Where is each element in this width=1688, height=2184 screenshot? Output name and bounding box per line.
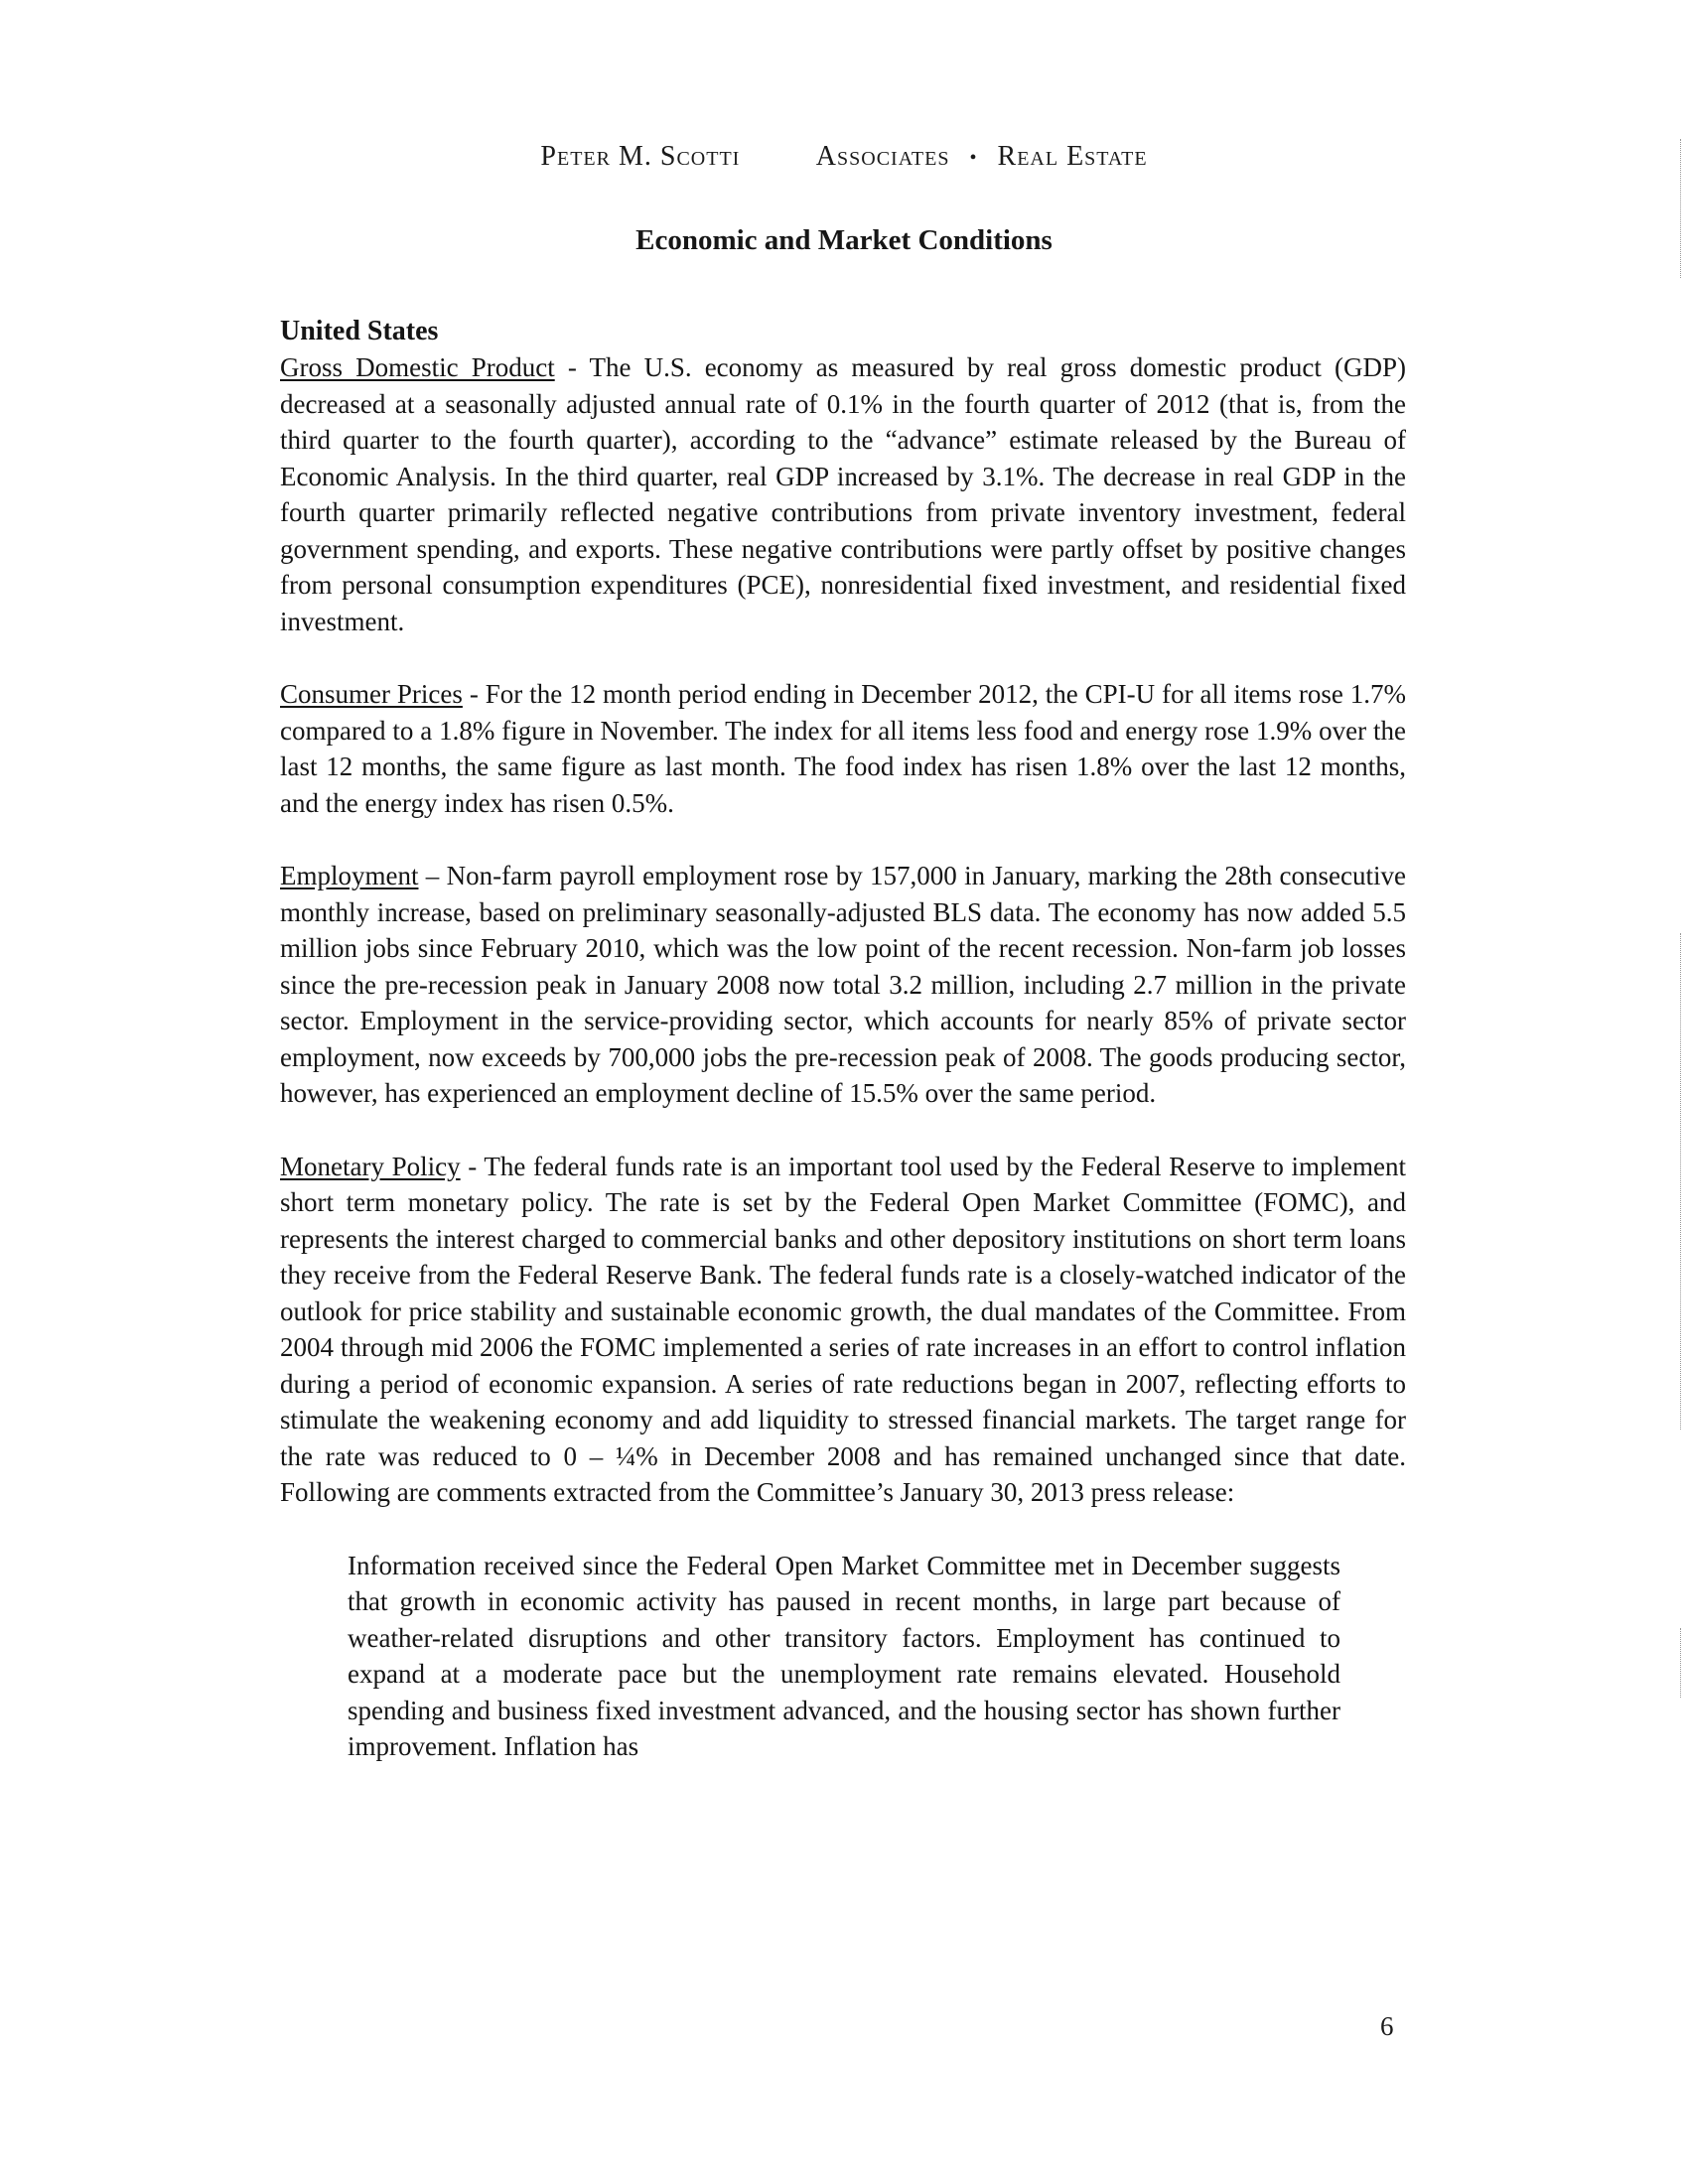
scan-edge-artifact <box>1680 933 1682 1430</box>
paragraph-text: The federal funds rate is an important tool used by the Federal Reserve to implement short term monetary policy. The rate is set by the Federal Open Market Committee (FOMC), and represents the interest charged to commercial banks and other depository institutions on short term loans they receive from the Federal Reserve Bank. The federal funds rate is a closely-watched indicator of the outlook for price stability and sustainable economic growth, the dual mandates of the Committee. From 2004 through mid 2006 the FOMC implemented a series of rate increases in an effort to control inflation during a period of economic expansion. A series of rate reductions began in 2007, reflecting efforts to stimulate the weakening economy and add liquidity to stressed financial markets. The target range for the rate was reduced to 0 – ¼% in December 2008 and has remained unchanged since that date. Following are comments extracted from the Committee’s January 30, 2013 press release: <box>280 1151 1406 1507</box>
paragraph-monetary-policy <box>280 1149 1406 1511</box>
paragraph-text: Non-farm payroll employment rose by 157,000 in January, marking the 28th consecutive monthly increase, based on preliminary seasonally-adjusted BLS data. The economy has now added 5.5 million jobs since February 2010, which was the low point of the recent recession. Non-farm job losses since the pre-recession peak in January 2008 now total 3.2 million, including 2.7 million in the private sector. Employment in the service-providing sector, which accounts for nearly 85% of private sector employment, now exceeds by 700,000 jobs the pre-recession peak of 2008. The goods producing sector, however, has experienced an employment decline of 15.5% over the same period. <box>280 861 1406 1108</box>
paragraph-consumer-prices <box>280 676 1406 821</box>
paragraph-gdp <box>280 349 1406 639</box>
topic-separator: - <box>462 679 486 709</box>
topic-heading: Monetary Policy <box>280 1151 461 1181</box>
paragraph-text: The U.S. economy as measured by real gross domestic product (GDP) decreased at a seasonally adjusted annual rate of 0.1% in the fourth quarter of 2012 (that is, from the third quarter to the fourth quarter), according to the “advance” estimate released by the Bureau of Economic Analysis. In the third quarter, real GDP increased by 3.1%. The decrease in real GDP in the fourth quarter primarily reflected negative contributions from private inventory investment, federal government spending, and exports. These negative contributions were partly offset by positive changes from personal consumption expenditures (PCE), nonresidential fixed investment, and residential fixed investment. <box>280 352 1406 636</box>
scan-edge-artifact <box>1680 1628 1682 1698</box>
topic-separator: - <box>460 1151 485 1181</box>
page-number: 6 <box>1380 2011 1394 2041</box>
topic-heading: Employment <box>280 861 419 890</box>
document-title: Economic and Market Conditions <box>635 224 1053 256</box>
letterhead-tagline-right: Real Estate <box>997 141 1148 172</box>
fomc-quote-block: Information received since the Federal Open Market Committee met in December suggests that growth in economic activity has paused in recent months, in large part because of weather-related disruptions and other transitory factors. Employment has continued to expand at a moderate pace but the unemployment rate remains elevated. Household spending and business fixed investment advanced, and the housing sector has shown further improvement. Inflation has <box>348 1550 1340 1761</box>
bullet-separator-icon: • <box>969 147 978 170</box>
scan-edge-artifact <box>1680 139 1682 278</box>
letterhead <box>0 141 1688 173</box>
paragraph-employment <box>280 858 1406 1112</box>
topic-heading: Gross Domestic Product <box>280 352 555 382</box>
topic-separator: - <box>554 352 590 382</box>
topic-heading: Consumer Prices <box>280 679 463 709</box>
section-heading: United States <box>280 316 439 346</box>
document-body <box>280 314 1406 1765</box>
letterhead-name: Peter M. Scotti <box>540 141 741 172</box>
paragraph-text: For the 12 month period ending in December 2012, the CPI-U for all items rose 1.7% compared to a 1.8% figure in November. The index for all items less food and energy rose 1.9% over the last 12 months, the same figure as last month. The food index has risen 1.8% over the last 12 months, and the energy index has risen 0.5%. <box>280 679 1406 818</box>
letterhead-tagline-left: Associates <box>815 141 950 172</box>
topic-separator: – <box>418 861 447 890</box>
